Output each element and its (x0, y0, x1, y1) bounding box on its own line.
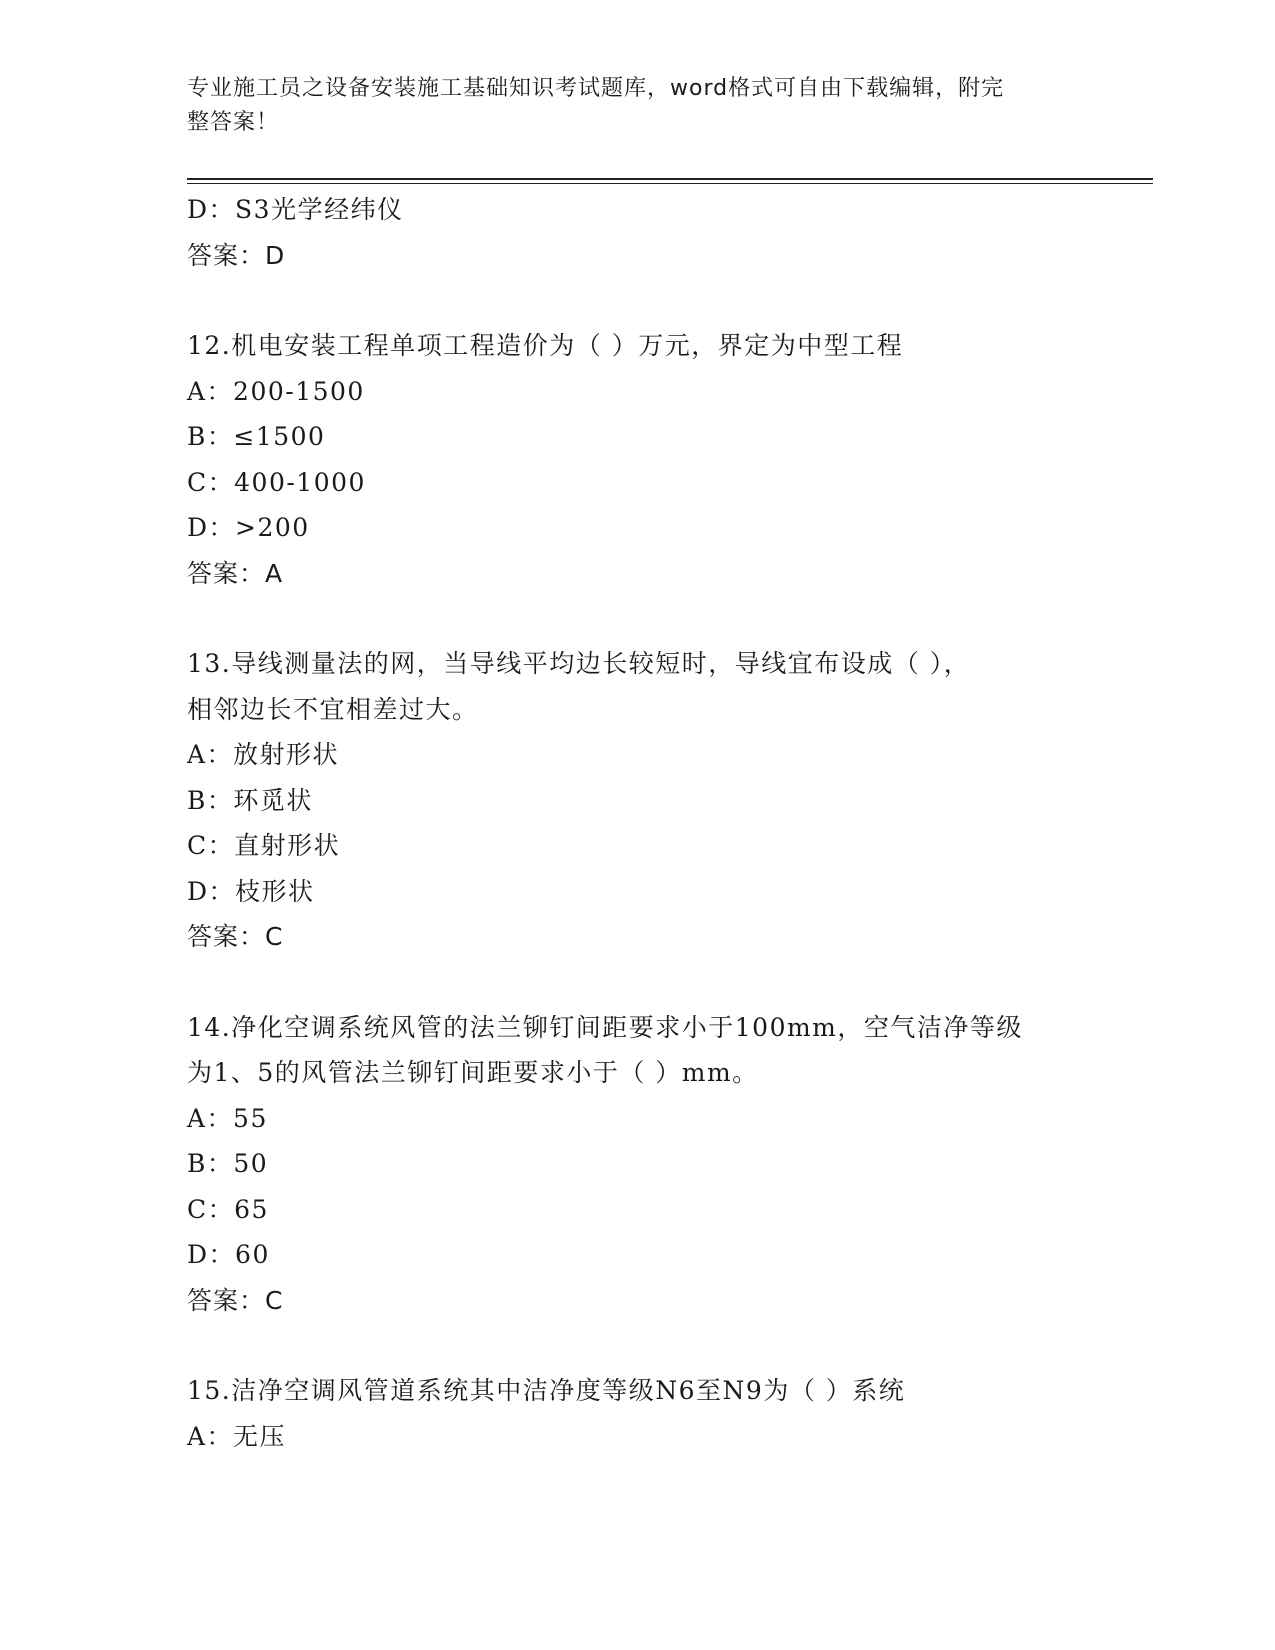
option-a: A：无压 (187, 1421, 287, 1451)
question-11-tail (187, 187, 1087, 278)
question-stem-line-1: 13.导线测量法的网，当导线平均边长较短时，导线宜布设成（ ）， (187, 649, 971, 678)
option-d: D：>200 (187, 513, 310, 542)
option-a: A：200-1500 (187, 376, 365, 406)
question-12 (187, 323, 1087, 596)
spacer (187, 960, 1087, 1005)
spacer (187, 278, 1087, 323)
question-13 (187, 641, 1087, 960)
header-divider-thick (187, 178, 1153, 180)
question-15 (187, 1368, 1087, 1459)
question-stem-line-2: 相邻边长不宜相差过大。 (187, 694, 479, 724)
question-14 (187, 1005, 1087, 1324)
answer-line: 答案：A (187, 558, 284, 588)
question-stem-line-1: 14.净化空调系统风管的法兰铆钉间距要求小于100mm，空气洁净等级 (187, 1012, 1023, 1042)
document-header (187, 72, 1067, 140)
option-d: D：S3光学经纬仪 (187, 195, 404, 224)
header-line-1: 专业施工员之设备安装施工基础知识考试题库，word格式可自由下载编辑，附完 (187, 76, 1005, 101)
question-stem: 15.洁净空调风管道系统其中洁净度等级N6至N9为（ ）系统 (187, 1376, 906, 1405)
question-stem-line-2: 为1、5的风管法兰铆钉间距要求小于（ ）mm。 (187, 1058, 759, 1087)
option-b: B：50 (187, 1149, 269, 1178)
option-c: C：400-1000 (187, 467, 366, 497)
spacer (187, 1323, 1087, 1368)
option-c: C：65 (187, 1194, 269, 1224)
option-b: B：≤1500 (187, 422, 326, 451)
answer-line: 答案：D (187, 240, 286, 270)
option-a: A：55 (187, 1103, 268, 1133)
option-b: B：环觅状 (187, 785, 313, 815)
answer-line: 答案：C (187, 922, 284, 951)
header-line-2: 整答案！ (187, 110, 280, 135)
answer-line: 答案：C (187, 1285, 284, 1315)
option-c: C：直射形状 (187, 831, 341, 860)
question-stem: 12.机电安装工程单项工程造价为（ ）万元，界定为中型工程 (187, 331, 904, 360)
option-a: A：放射形状 (187, 740, 340, 769)
option-d: D：枝形状 (187, 876, 315, 906)
spacer (187, 596, 1087, 641)
header-divider-thin (187, 183, 1153, 184)
question-list (187, 187, 1087, 1459)
option-d: D：60 (187, 1240, 270, 1269)
